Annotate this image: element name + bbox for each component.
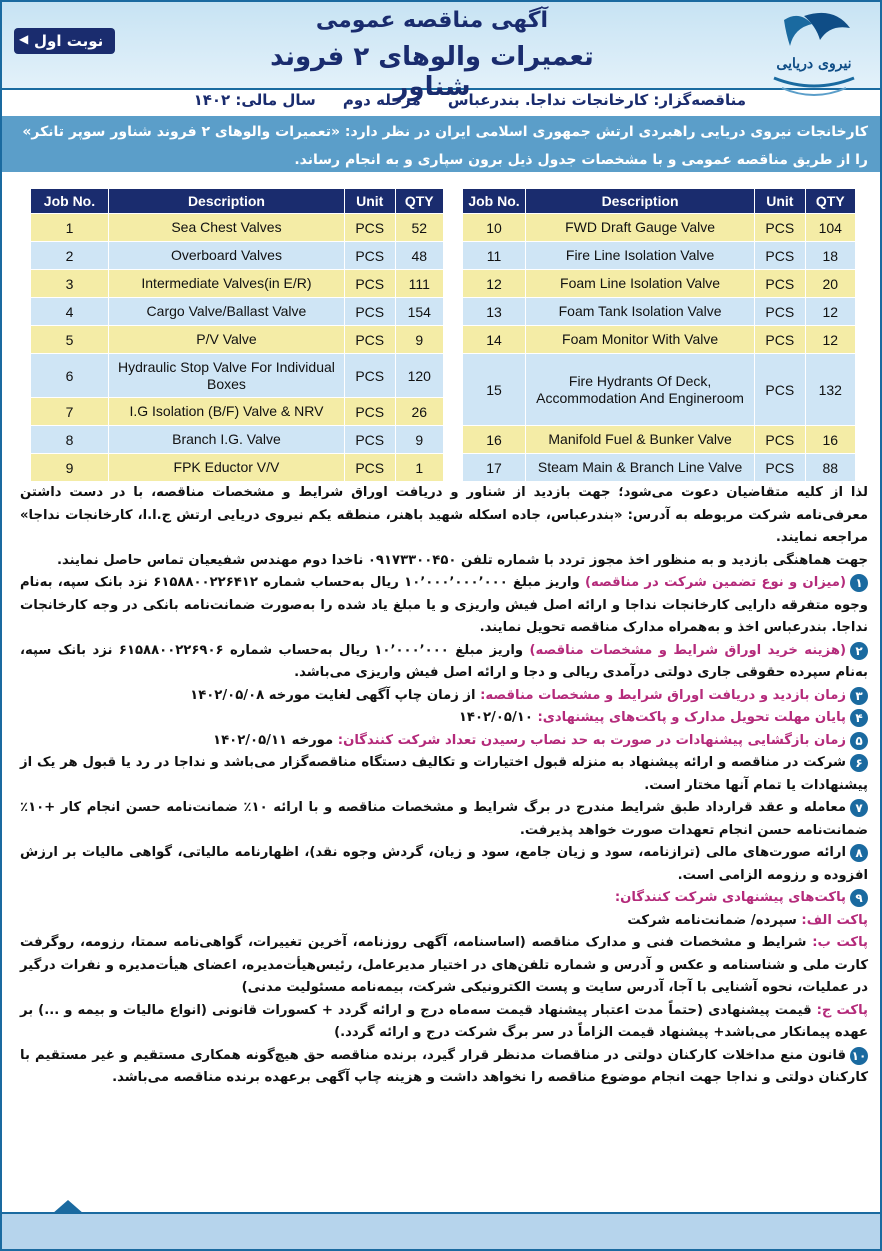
table-row	[463, 326, 856, 354]
intro-line-2: را از طریق مناقصه عمومی و با مشخصات جدول ذیل برون سپاری و به انجام رساند.	[294, 152, 868, 168]
table-row	[463, 298, 856, 326]
item-number: ۲	[850, 642, 868, 660]
envelope-c	[20, 1000, 868, 1045]
qty-cell: 52	[395, 214, 443, 242]
footer-band	[2, 1212, 880, 1251]
item-text: ارائه صورت‌های مالی (ترازنامه، سود و زیان جامع، سود و زیان، گردش وجوه نقد)، اظهارنامه مالیاتی، گواهی مالیات بر ارزش افزوده و رزومه الزامی است.	[20, 845, 868, 883]
col-job: Job No.	[463, 189, 526, 214]
description-cell: Hydraulic Stop Valve For Individual Boxes	[108, 354, 344, 398]
qty-cell: 104	[805, 214, 855, 242]
table-row	[31, 398, 444, 426]
description-cell: I.G Isolation (B/F) Valve & NRV	[108, 398, 344, 426]
contact-text: جهت هماهنگی بازدید و به منظور اخذ مجوز تردد با شماره تلفن ۰۹۱۷۳۳۰۰۴۵۰ ناخدا دوم مهندس شفیعیان تماس حاصل نمایند.	[56, 552, 868, 568]
job-no-cell: 8	[31, 426, 109, 454]
table-row	[31, 298, 444, 326]
item-text: معامله و عقد قرارداد طبق شرایط مندرج در برگ شرایط و مشخصات مناقصه و با ارائه ۱۰٪ ضمانت‌نامه حسن انجام کار +۱۰٪ ضمانت‌نامه حسن انجام تعهدات صورت خواهد پذیرفت.	[20, 800, 868, 838]
item-text: شرکت در مناقصه و ارائه پیشنهاد به منزله قبول اختیارات و تکالیف دستگاه مناقصه‌گزار می‌باشد و نداجا در رد یا قبول هر یک از پیشنهادات یا تمام آنها مختار است.	[20, 755, 868, 793]
qty-cell: 16	[805, 426, 855, 454]
item-heading: پاکت‌های پیشنهادی شرکت کنندگان:	[614, 890, 846, 905]
qty-cell: 48	[395, 242, 443, 270]
svg-text:نیروی دریایی: نیروی دریایی	[776, 56, 852, 72]
description-cell: Cargo Valve/Ballast Valve	[108, 298, 344, 326]
col-unit: Unit	[344, 189, 395, 214]
item-number: ۶	[850, 754, 868, 772]
item-text: قانون منع مداخلات کارکنان دولتی در مناقصات مدنظر قرار گیرد، برنده مناقصه حق هیچ‌گونه همکاری مستقیم و غیر مستقیم با کارکنان دولتی و نداجا جهت انجام موضوع مناقصه را نخواهد داشت و هزینه چاپ آگهی برعهده برنده مناقصه می‌باشد.	[20, 1047, 868, 1085]
description-cell: Overboard Valves	[108, 242, 344, 270]
unit-cell: PCS	[755, 354, 805, 426]
item-10	[20, 1045, 868, 1090]
unit-cell: PCS	[755, 426, 805, 454]
item-number: ۳	[850, 687, 868, 705]
item-text: واریز مبلغ ۱۰٬۰۰۰٬۰۰۰٬۰۰۰ ریال به‌حساب شماره ۶۱۵۸۸۰۰۲۲۶۴۱۲ نزد بانک سپه، به‌نام وجوه متفرقه دارایی کارخانجات نداجا و ارائه اصل فیش واریزی و یا مبلغ یاد شده را به‌صورت ضمانت‌نامه بانکی در وجه کارخانجات نداجا. بندرعباس اخذ و به‌همراه مدارک مناقصه تحویل نمایند.	[20, 575, 868, 635]
job-no-cell: 10	[463, 214, 526, 242]
table-row	[463, 426, 856, 454]
envelope-label: پاکت الف:	[801, 912, 868, 928]
envelope-a	[20, 910, 868, 933]
item-heading: پایان مهلت تحویل مدارک و پاکت‌های پیشنهادی:	[537, 710, 846, 725]
notice-title: آگهی مناقصه عمومی	[315, 8, 549, 33]
item-1	[20, 572, 868, 640]
item-text: مورخه ۱۴۰۲/۰۵/۱۱	[213, 732, 334, 748]
description-cell: Manifold Fuel & Bunker Valve	[526, 426, 755, 454]
item-5	[20, 730, 868, 753]
unit-cell: PCS	[344, 398, 395, 426]
item-heading: (هزینه خرید اوراق شرایط و مشخصات مناقصه)	[529, 642, 846, 658]
table-row	[31, 354, 444, 398]
description-cell: FPK Eductor V/V	[108, 454, 344, 482]
table-row	[463, 214, 856, 242]
invitation-text: لذا از کلیه متقاضیان دعوت می‌شود؛ جهت بازدید از شناور و دریافت اوراق شرایط و مشخصات مناقصه، با در دست داشتن معرفی‌نامه شرکت مربوطه به آدرس: «بندرعباس، جاده اسکله شهید باهنر، منطقه یکم نیروی دریایی ارتش ج.ا.ا، کارخانجات نداجا» مراجعه نمایند.	[20, 485, 868, 545]
item-number: ۸	[850, 844, 868, 862]
tender-meta	[2, 90, 880, 114]
up-arrow-icon	[52, 1200, 84, 1214]
qty-cell: 88	[805, 454, 855, 482]
item-number: ۵	[850, 732, 868, 750]
description-cell: Foam Tank Isolation Valve	[526, 298, 755, 326]
job-no-cell: 11	[463, 242, 526, 270]
item-number: ۹	[850, 889, 868, 907]
unit-cell: PCS	[755, 326, 805, 354]
item-heading: زمان بازگشایی پیشنهادات در صورت به حد نصاب رسیدن تعداد شرکت کنندگان:	[337, 732, 846, 748]
intro-line-1: کارخانجات نیروی دریایی راهبردی ارتش جمهوری اسلامی ایران در نظر دارد: «تعمیرات والوهای ۲ فروند شناور سوپر تانکر»	[22, 124, 868, 140]
job-no-cell: 5	[31, 326, 109, 354]
item-text: واریز مبلغ ۱۰٬۰۰۰٬۰۰۰ ریال به‌حساب شماره ۶۱۵۸۸۰۰۲۲۶۹۰۶ نزد بانک سپه، به‌نام سپرده حقوقی جاری دولتی درآمدی ریالی و دجا و ارائه اصل فیش واریزی می‌باشد.	[20, 642, 868, 680]
description-cell: FWD Draft Gauge Valve	[526, 214, 755, 242]
table-row	[463, 454, 856, 482]
item-9	[20, 887, 868, 910]
description-cell: Fire Line Isolation Valve	[526, 242, 755, 270]
job-no-cell: 1	[31, 214, 109, 242]
item-number: ۱	[850, 574, 868, 592]
unit-cell: PCS	[755, 242, 805, 270]
job-no-cell: 15	[463, 354, 526, 426]
item-heading: زمان بازدید و دریافت اوراق شرایط و مشخصات مناقصه:	[480, 687, 846, 703]
round-badge: ◀ نوبت اول	[14, 28, 115, 54]
qty-cell: 1	[395, 454, 443, 482]
qty-cell: 120	[395, 354, 443, 398]
intro-band	[2, 116, 880, 172]
item-8	[20, 842, 868, 887]
item-3	[20, 685, 868, 708]
qty-cell: 154	[395, 298, 443, 326]
description-cell: Fire Hydrants Of Deck, Accommodation And Engineroom	[526, 354, 755, 426]
description-cell: P/V Valve	[108, 326, 344, 354]
qty-cell: 20	[805, 270, 855, 298]
envelope-label: پاکت ج:	[816, 1002, 868, 1018]
unit-cell: PCS	[755, 298, 805, 326]
unit-cell: PCS	[344, 298, 395, 326]
item-2	[20, 640, 868, 685]
fiscal-year: سال مالی: ۱۴۰۲	[193, 91, 316, 109]
item-number: ۴	[850, 709, 868, 727]
job-no-cell: 14	[463, 326, 526, 354]
job-table-left	[30, 188, 444, 482]
item-text: ۱۴۰۲/۰۵/۱۰	[458, 710, 533, 725]
table-row	[31, 326, 444, 354]
item-4	[20, 707, 868, 730]
qty-cell: 18	[805, 242, 855, 270]
job-no-cell: 4	[31, 298, 109, 326]
notice-body	[20, 482, 868, 1090]
organizer: مناقصه‌گزار: کارخانجات نداجا. بندرعباس	[447, 91, 746, 109]
col-job: Job No.	[31, 189, 109, 214]
envelope-b	[20, 932, 868, 1000]
table-row	[31, 242, 444, 270]
envelope-text: سپرده/ ضمانت‌نامه شرکت	[627, 912, 797, 928]
col-qty: QTY	[395, 189, 443, 214]
table-row	[463, 242, 856, 270]
col-unit: Unit	[755, 189, 805, 214]
envelope-text: قیمت پیشنهادی (حتماً مدت اعتبار پیشنهاد قیمت سه‌ماه درج و ارائه گردد + کسورات قانونی (انواع مالیات و بیمه و ...) بر عهده پیمانکار می‌باشد+ پیشنهاد قیمت الزاماً در سر برگ شرکت درج و ارائه گردد.)	[20, 1002, 868, 1040]
col-qty: QTY	[805, 189, 855, 214]
table-row	[31, 454, 444, 482]
unit-cell: PCS	[344, 354, 395, 398]
qty-cell: 9	[395, 326, 443, 354]
table-row	[463, 354, 856, 426]
description-cell: Foam Line Isolation Valve	[526, 270, 755, 298]
job-no-cell: 9	[31, 454, 109, 482]
qty-cell: 132	[805, 354, 855, 426]
notice-subject: تعمیرات والوهای ۲ فروند شناور	[270, 42, 594, 102]
item-number: ۱۰	[851, 1048, 867, 1063]
unit-cell: PCS	[755, 270, 805, 298]
qty-cell: 12	[805, 298, 855, 326]
job-no-cell: 2	[31, 242, 109, 270]
description-cell: Branch I.G. Valve	[108, 426, 344, 454]
unit-cell: PCS	[344, 214, 395, 242]
job-no-cell: 16	[463, 426, 526, 454]
job-no-cell: 17	[463, 454, 526, 482]
unit-cell: PCS	[344, 270, 395, 298]
unit-cell: PCS	[344, 454, 395, 482]
job-no-cell: 12	[463, 270, 526, 298]
table-row	[463, 270, 856, 298]
description-cell: Intermediate Valves(in E/R)	[108, 270, 344, 298]
stage: مرحله دوم	[342, 91, 421, 109]
qty-cell: 111	[395, 270, 443, 298]
item-text: از زمان چاپ آگهی لغایت مورخه ۱۴۰۲/۰۵/۰۸	[190, 687, 476, 703]
envelope-label: پاکت ب:	[812, 935, 868, 950]
job-table-right	[462, 188, 856, 482]
item-number: ۷	[850, 799, 868, 817]
table-row	[31, 214, 444, 242]
item-heading: (میزان و نوع تضمین شرکت در مناقصه)	[585, 575, 846, 590]
envelope-text: شرایط و مشخصات فنی و مدارک مناقصه (اساسنامه، آگهی روزنامه، آخرین تغییرات، گواهی‌نامه سمتا، رزومه، روگرفت کارت ملی و شناسنامه و عکس و آدرس و شماره تلفن‌های در اختیار مدیرعامل، رئیس‌هیأت‌مدیره، اعضای هیأت‌مدیره و نفرات درگیر در عملیات، نحوه آشنایی با آجا، آدرس سایت و پست الکترونیکی شرکت، بیمه‌نامه مسئولیت مدنی)	[20, 935, 868, 995]
description-cell: Steam Main & Branch Line Valve	[526, 454, 755, 482]
job-no-cell: 6	[31, 354, 109, 398]
description-cell: Sea Chest Valves	[108, 214, 344, 242]
qty-cell: 26	[395, 398, 443, 426]
item-7	[20, 797, 868, 842]
qty-cell: 12	[805, 326, 855, 354]
unit-cell: PCS	[755, 454, 805, 482]
job-no-cell: 7	[31, 398, 109, 426]
item-6	[20, 752, 868, 797]
unit-cell: PCS	[344, 426, 395, 454]
table-row	[31, 426, 444, 454]
description-cell: Foam Monitor With Valve	[526, 326, 755, 354]
col-desc: Description	[526, 189, 755, 214]
qty-cell: 9	[395, 426, 443, 454]
unit-cell: PCS	[344, 242, 395, 270]
job-no-cell: 13	[463, 298, 526, 326]
job-no-cell: 3	[31, 270, 109, 298]
table-row	[31, 270, 444, 298]
unit-cell: PCS	[344, 326, 395, 354]
col-desc: Description	[108, 189, 344, 214]
unit-cell: PCS	[755, 214, 805, 242]
